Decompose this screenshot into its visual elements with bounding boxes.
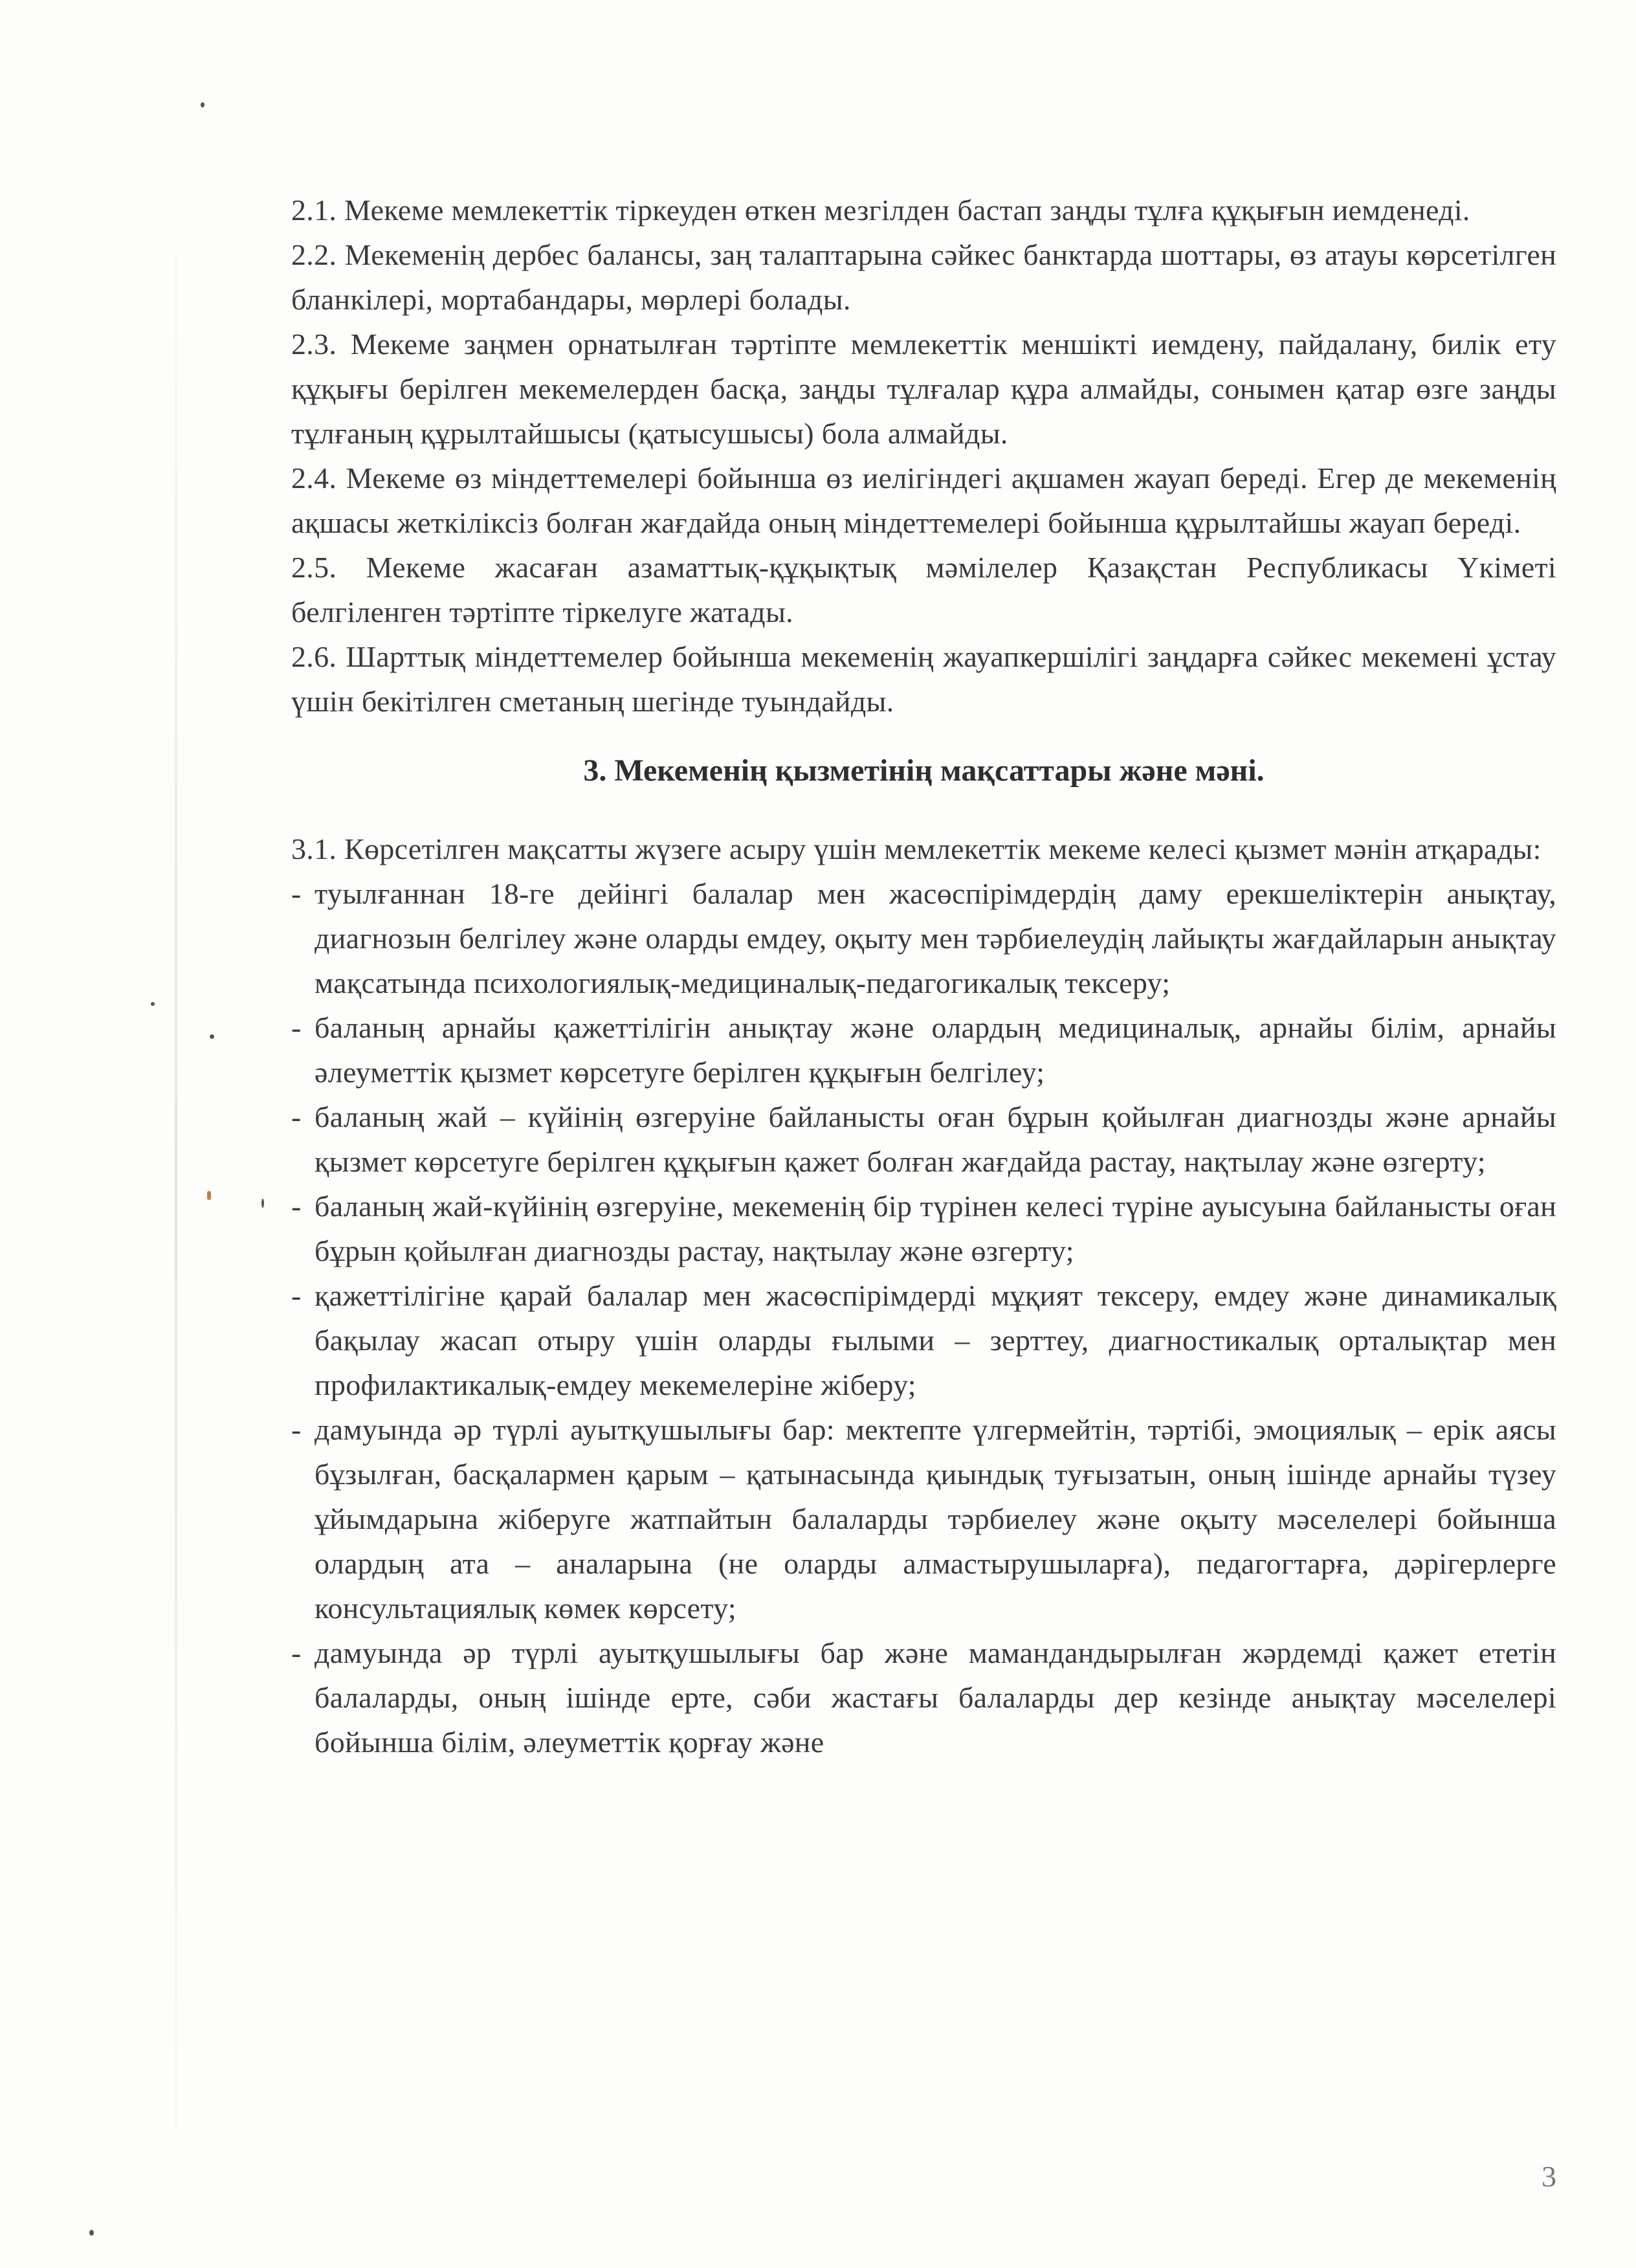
page-number: 3 (1542, 2160, 1556, 2193)
list-item (291, 1095, 1556, 1184)
list-item-text: дамуында әр түрлі ауытқушылығы бар: мектепте үлгермейтін, тәртібі, эмоциялық – ерік аясы бұзылған, басқалармен қарым – қатынасында қиындық туғызатын, оның ішінде арнайы түзеу ұйымдарына жіберуге жатпайтын балаларды тәрбиелеу және оқыту мәселелері бойынша олардың ата – аналарына (не оларды алмастырушыларға), педагогтарға, дәрігерлерге консультациялық көмек көрсету; (315, 1413, 1556, 1625)
scan-speck (261, 1199, 264, 1208)
bullet-dash: - (291, 1190, 302, 1223)
section-2 (291, 188, 1556, 724)
list-item (291, 1005, 1556, 1095)
list-item-text: баланың жай-күйінің өзгеруіне, мекеменің бір түрінен келесі түріне ауысуына байланысты оған бұрын қойылған диагнозды растау, нақтылау және өзгерту; (315, 1190, 1556, 1267)
list-item (291, 1273, 1556, 1407)
bullet-dash: - (291, 1636, 302, 1669)
clause-2-3: 2.3. Мекеме заңмен орнатылған тәртіпте мемлекеттік меншікті иемдену, пайдалану, билік ету құқығы берілген мекемелерден басқа, заңды тұлғалар құра алмайды, сонымен қатар өзге заңды тұлғаның құрылтайшысы (қатысушысы) бола алмайды. (291, 328, 1556, 450)
list-item-text: баланың арнайы қажеттілігін анықтау және олардың медициналық, арнайы білім, арнайы әлеуметтік қызмет көрсетуге берілген құқығын белгілеу; (315, 1011, 1556, 1089)
bullet-dash: - (291, 1413, 302, 1446)
scan-shadow-edge (175, 155, 177, 2227)
list-item-text: қажеттілігіне қарай балалар мен жасөспірімдерді мұқият тексеру, емдеу және динамикалық бақылау жасап отыру үшін оларды ғылыми – зерттеу, диагностикалық орталықтар мен профилактикалық-емдеу мекемелеріне жіберу; (315, 1279, 1556, 1401)
clause-2-1: 2.1. Мекеме мемлекеттік тіркеуден өткен мезгілден бастап заңды тұлға құқығын иемденеді. (291, 194, 1470, 227)
scan-speck (210, 1034, 214, 1039)
clause-2-4: 2.4. Мекеме өз міндеттемелері бойынша өз иелігіндегі ақшамен жауап береді. Егер де мекеменің ақшасы жеткіліксіз болған жағдайда оның міндеттемелері бойынша құрылтайшы жауап береді. (291, 461, 1556, 539)
bullet-dash: - (291, 1011, 302, 1044)
list-item (291, 871, 1556, 1005)
scan-speck (207, 1191, 211, 1200)
scan-speck (151, 1002, 155, 1006)
clause-3-1-list (291, 871, 1556, 1764)
list-item-text: туылғаннан 18-ге дейінгі балалар мен жасөспірімдердің даму ерекшеліктерін анықтау, диагнозын белгілеу және оларды емдеу, оқыту мен тәрбиелеудің лайықты жағдайларын анықтау мақсатында психологиялық-медициналық-педагогикалық тексеру; (315, 877, 1556, 999)
clause-2-2: 2.2. Мекеменің дербес балансы, заң талаптарына сәйкес банктарда шоттары, өз атауы көрсетілген бланкілері, мортабандары, мөрлері болады. (291, 238, 1556, 316)
bullet-dash: - (291, 1100, 302, 1133)
list-item-text: дамуында әр түрлі ауытқушылығы бар және мамандандырылған жәрдемді қажет ететін балаларды, оның ішінде ерте, сәби жастағы балаларды дер кезінде анықтау мәселелері бойынша білім, әлеуметтік қорғау және (315, 1636, 1556, 1759)
bullet-dash: - (291, 1279, 302, 1312)
section-3-heading: 3. Мекеменің қызметінің мақсаттары және мәні. (583, 753, 1265, 788)
document-page (291, 188, 1556, 1764)
clause-2-6: 2.6. Шарттық міндеттемелер бойынша мекеменің жауапкершілігі заңдарға сәйкес мекемені ұстау үшін бекітілген сметаның шегінде туындайды. (291, 640, 1556, 718)
list-item (291, 1630, 1556, 1764)
bullet-dash: - (291, 877, 302, 910)
clause-2-5: 2.5. Мекеме жасаған азаматтық-құқықтық мәмілелер Қазақстан Республикасы Үкіметі белгіленген тәртіпте тіркелуге жатады. (291, 551, 1556, 628)
list-item (291, 1407, 1556, 1630)
scan-speck (89, 2230, 94, 2236)
section-3 (291, 827, 1556, 1764)
list-item (291, 1184, 1556, 1273)
clause-3-1: 3.1. Көрсетілген мақсатты жүзеге асыру үшін мемлекеттік мекеме келесі қызмет мәнін атқарады: (291, 832, 1542, 865)
scan-speck (201, 102, 204, 107)
list-item-text: баланың жай – күйінің өзгеруіне байланысты оған бұрын қойылған диагнозды және арнайы қызмет көрсетуге берілген құқығын қажет болған жағдайда растау, нақтылау және өзгерту; (315, 1100, 1556, 1178)
